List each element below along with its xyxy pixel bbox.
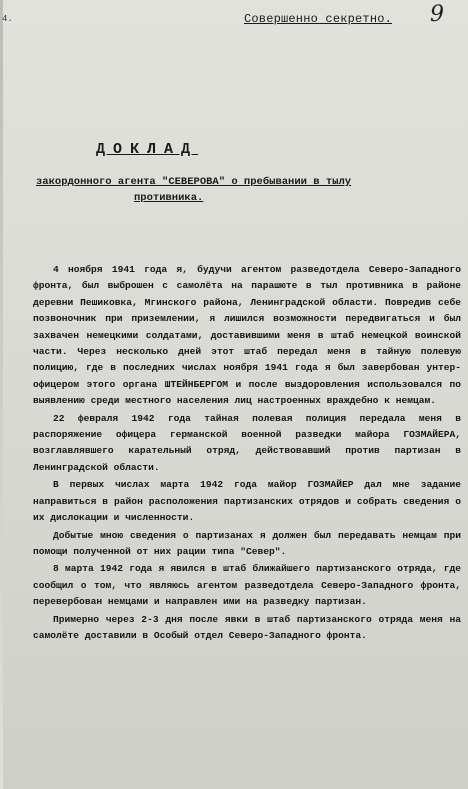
report-body: [33, 262, 461, 645]
handwritten-page-number: 9: [430, 2, 444, 27]
subtitle-line-1: закордонного агента "СЕВЕРОВА" о пребывании в тылу: [36, 176, 352, 188]
corner-mark: 4.: [2, 14, 13, 24]
paragraph: В первых числах марта 1942 года майор ГОЗМАЙЕР дал мне задание направиться в район расположения партизанских отрядов и собрать сведения о их дислокации и численности.: [33, 479, 461, 524]
paragraph: Примерно через 2-3 дня после явки в штаб партизанского отряда меня на самолёте доставили в Особый отдел Северо-Западного фронта.: [33, 613, 461, 641]
subtitle-line-2: противника.: [134, 192, 204, 204]
paragraph: 4 ноября 1941 года я, будучи агентом разведотдела Северо-Западного фронта, был выброшен с самолёта на парашюте в тыл противника в районе деревни Пешиковка, Мгинского района, Ленинградской области. Повредив себе позвоночник при приземлении, я лишился возможности передвигаться и был захвачен немецкими солдатами, доставившими меня в штаб немецкой воинской части. Через несколько дней этот штаб передал меня в тайную полевую полицию, где в последних числах ноября 1941 года я был завербован унтер-офицером этого органа ШТЕЙНБЕРГОМ и после выздоровления использовался по выявлению среди местного населения лиц настроенных враждебно к немцам.: [33, 264, 461, 407]
paragraph: 22 февраля 1942 года тайная полевая полиция передала меня в распоряжение офицера германской военной разведки майора ГОЗМАЙЕРА, возглавлявшего карательный отряд, действовавший против партизан в Ленинградской области.: [33, 412, 461, 473]
paragraph: Добытые мною сведения о партизанах я должен был передавать немцам при помощи полученной от них рации типа "Север".: [33, 529, 461, 557]
paragraph: 8 марта 1942 года я явился в штаб ближайшего партизанского отряда, где сообщил о том, что являюсь агентом разведотдела Северо-Западного фронта, перевербован немцами и направлен ими на разведку партизан.: [33, 563, 461, 608]
classification-stamp: Совершенно секретно.: [244, 12, 393, 26]
document-subtitle: [36, 174, 416, 206]
document-title: ДОКЛАД: [96, 141, 199, 158]
page-edge-shadow: [0, 0, 3, 789]
